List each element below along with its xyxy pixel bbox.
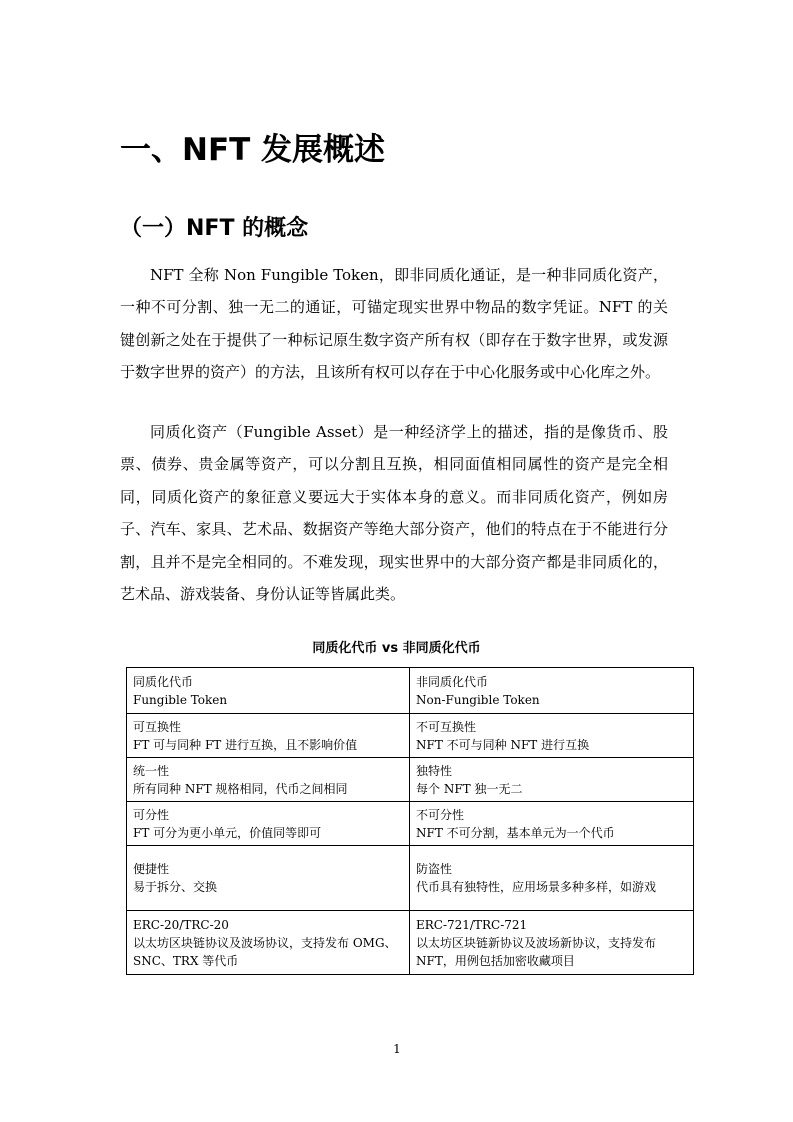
subsection-heading: （一）NFT 的概念 bbox=[120, 216, 309, 241]
cell-title: 非同质化代币 bbox=[416, 674, 489, 689]
table-cell-fungible bbox=[127, 911, 410, 975]
cell-description: 以太坊区块链新协议及波场新协议，支持发布 NFT，用例包括加密收藏项目 bbox=[416, 935, 657, 968]
table-row bbox=[127, 911, 694, 975]
table-cell-non-fungible bbox=[410, 714, 694, 758]
cell-title: 便捷性 bbox=[133, 862, 170, 876]
table-row bbox=[127, 846, 694, 911]
cell-title: 防盗性 bbox=[416, 862, 453, 876]
cell-description: 每个 NFT 独一无二 bbox=[416, 781, 523, 796]
table-row bbox=[127, 802, 694, 846]
table-cell-fungible bbox=[127, 668, 410, 714]
cell-title: 同质化代币 bbox=[133, 674, 194, 689]
cell-description: 代币具有独特性，应用场景多种多样，如游戏 bbox=[416, 880, 657, 894]
page-number: 1 bbox=[393, 1042, 401, 1056]
cell-description: 易于拆分、交换 bbox=[133, 880, 218, 894]
cell-title: 可互换性 bbox=[133, 719, 182, 734]
cell-description: Fungible Token bbox=[133, 692, 228, 707]
cell-title: 不可分性 bbox=[416, 807, 465, 822]
comparison-table bbox=[126, 667, 694, 975]
cell-description: NFT 不可分割，基本单元为一个代币 bbox=[416, 825, 615, 840]
cell-title: 可分性 bbox=[133, 807, 170, 822]
table-cell-fungible bbox=[127, 714, 410, 758]
table-cell-fungible bbox=[127, 802, 410, 846]
paragraph-nft-definition: NFT 全称 Non Fungible Token，即非同质化通证，是一种非同质化资产，一种不可分割、独一无二的通证，可锚定现实世界中物品的数字凭证。NFT 的关键创新之处在于提供了一种标记原生数字资产所有权（即存在于数字世界，或发源于数字世界的资产）的方法，且该所有权可以存在于中心化服务或中心化库之外。 bbox=[120, 266, 668, 382]
table-row bbox=[127, 714, 694, 758]
cell-title: 不可互换性 bbox=[416, 719, 477, 734]
cell-title: 独特性 bbox=[416, 763, 453, 778]
table-caption: 同质化代币 vs 非同质化代币 bbox=[312, 641, 481, 656]
cell-title: 统一性 bbox=[133, 763, 170, 778]
cell-title: ERC-20/TRC-20 bbox=[133, 917, 229, 932]
table-cell-non-fungible bbox=[410, 668, 694, 714]
table-row bbox=[127, 758, 694, 802]
table-cell-fungible bbox=[127, 758, 410, 802]
table-cell-non-fungible bbox=[410, 846, 694, 911]
table-cell-non-fungible bbox=[410, 802, 694, 846]
paragraph-fungible-asset: 同质化资产（Fungible Asset）是一种经济学上的描述，指的是像货币、股票、债券、贵金属等资产，可以分割且互换，相同面值相同属性的资产是完全相同，同质化资产的象征意义要远大于实体本身的意义。而非同质化资产，例如房子、汽车、家具、艺术品、数据资产等绝大部分资产，他们的特点在于不能进行分割，且并不是完全相同的。不难发现，现实世界中的大部分资产都是非同质化的，艺术品、游戏装备、身份认证等皆属此类。 bbox=[120, 423, 668, 604]
section-heading: 一、NFT 发展概述 bbox=[120, 132, 386, 168]
table-row bbox=[127, 668, 694, 714]
cell-description: FT 可分为更小单元，价值同等即可 bbox=[133, 825, 322, 840]
cell-description: NFT 不可与同种 NFT 进行互换 bbox=[416, 737, 590, 752]
cell-title: ERC-721/TRC-721 bbox=[416, 917, 528, 932]
table-cell-non-fungible bbox=[410, 758, 694, 802]
cell-description: FT 可与同种 FT 进行互换，且不影响价值 bbox=[133, 737, 358, 752]
cell-description: 以太坊区块链协议及波场协议，支持发布 OMG、SNC、TRX 等代币 bbox=[133, 935, 397, 968]
table-cell-fungible bbox=[127, 846, 410, 911]
cell-description: 所有同种 NFT 规格相同，代币之间相同 bbox=[133, 781, 348, 796]
cell-description: Non-Fungible Token bbox=[416, 692, 540, 707]
table-cell-non-fungible bbox=[410, 911, 694, 975]
